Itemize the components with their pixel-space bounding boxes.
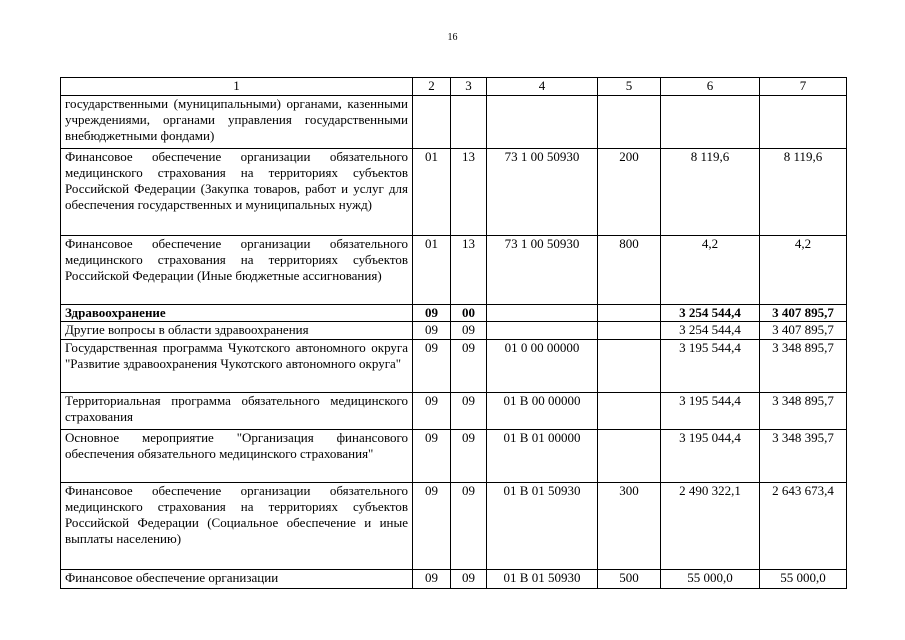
table-row: [61, 322, 847, 340]
row-description: Финансовое обеспечение организации обязательного медицинского страхования на территориях субъектов Российской Федерации (Закупка товаров, работ и услуг для обеспечения государственных и муниципальных нужд): [61, 149, 413, 236]
subsection-code: 13: [451, 149, 487, 236]
row-description: Финансовое обеспечение организации обязательного медицинского страхования на территориях субъектов Российской Федерации (Иные бюджетные ассигнования): [61, 236, 413, 305]
section-code: 09: [413, 340, 451, 393]
subsection-code: 09: [451, 430, 487, 483]
table-row: [61, 236, 847, 305]
amount-year-1: 3 195 544,4: [661, 340, 760, 393]
section-code: 09: [413, 393, 451, 430]
table-row: [61, 483, 847, 570]
target-article-code: [487, 305, 598, 322]
section-code: 01: [413, 149, 451, 236]
section-code: 09: [413, 483, 451, 570]
table-row: [61, 393, 847, 430]
column-header: 7: [760, 78, 847, 96]
amount-year-1: [661, 96, 760, 149]
column-header: 6: [661, 78, 760, 96]
table-row: [61, 570, 847, 589]
expense-type-code: 500: [598, 570, 661, 589]
target-article-code: 73 1 00 50930: [487, 149, 598, 236]
expense-type-code: 200: [598, 149, 661, 236]
expense-type-code: [598, 430, 661, 483]
expense-type-code: [598, 305, 661, 322]
expense-type-code: [598, 340, 661, 393]
row-description: Другие вопросы в области здравоохранения: [61, 322, 413, 340]
target-article-code: [487, 96, 598, 149]
subsection-code: 09: [451, 322, 487, 340]
section-code: 09: [413, 570, 451, 589]
amount-year-2: 3 348 395,7: [760, 430, 847, 483]
amount-year-1: 2 490 322,1: [661, 483, 760, 570]
section-code: 09: [413, 322, 451, 340]
target-article-code: [487, 322, 598, 340]
amount-year-2: [760, 96, 847, 149]
amount-year-1: 55 000,0: [661, 570, 760, 589]
amount-year-2: 55 000,0: [760, 570, 847, 589]
subsection-code: 00: [451, 305, 487, 322]
amount-year-2: 2 643 673,4: [760, 483, 847, 570]
column-header: 2: [413, 78, 451, 96]
row-description: Финансовое обеспечение организации обязательного медицинского страхования на территориях субъектов Российской Федерации (Социальное обеспечение и иные выплаты населению): [61, 483, 413, 570]
expense-type-code: 300: [598, 483, 661, 570]
amount-year-1: 3 195 044,4: [661, 430, 760, 483]
expense-type-code: [598, 322, 661, 340]
section-code: 09: [413, 305, 451, 322]
subsection-code: 09: [451, 483, 487, 570]
target-article-code: 01 В 01 50930: [487, 570, 598, 589]
section-code: [413, 96, 451, 149]
amount-year-2: 3 407 895,7: [760, 305, 847, 322]
subsection-code: 09: [451, 340, 487, 393]
amount-year-2: 4,2: [760, 236, 847, 305]
table-row: [61, 96, 847, 149]
amount-year-1: 3 254 544,4: [661, 305, 760, 322]
row-description: Государственная программа Чукотского автономного округа "Развитие здравоохранения Чукотского автономного округа": [61, 340, 413, 393]
amount-year-1: 3 254 544,4: [661, 322, 760, 340]
target-article-code: 01 В 00 00000: [487, 393, 598, 430]
page-number: 16: [447, 32, 458, 43]
row-description: Финансовое обеспечение организации: [61, 570, 413, 589]
amount-year-2: 8 119,6: [760, 149, 847, 236]
expense-type-code: [598, 393, 661, 430]
table-row: [61, 149, 847, 236]
amount-year-1: 8 119,6: [661, 149, 760, 236]
subsection-code: [451, 96, 487, 149]
subsection-code: 09: [451, 570, 487, 589]
amount-year-2: 3 348 895,7: [760, 393, 847, 430]
amount-year-2: 3 407 895,7: [760, 322, 847, 340]
subsection-code: 13: [451, 236, 487, 305]
column-header: 1: [61, 78, 413, 96]
amount-year-1: 4,2: [661, 236, 760, 305]
target-article-code: 73 1 00 50930: [487, 236, 598, 305]
section-code: 09: [413, 430, 451, 483]
subsection-code: 09: [451, 393, 487, 430]
column-header: 4: [487, 78, 598, 96]
column-header: 3: [451, 78, 487, 96]
row-description: Основное мероприятие "Организация финансового обеспечения обязательного медицинского страхования": [61, 430, 413, 483]
row-description: Здравоохранение: [61, 305, 413, 322]
table-row: [61, 430, 847, 483]
target-article-code: 01 В 01 00000: [487, 430, 598, 483]
section-code: 01: [413, 236, 451, 305]
row-description: Территориальная программа обязательного медицинского страхования: [61, 393, 413, 430]
table-row: [61, 340, 847, 393]
expense-type-code: [598, 96, 661, 149]
row-description: государственными (муниципальными) органами, казенными учреждениями, органами управления государственными внебюджетными фондами): [61, 96, 413, 149]
amount-year-2: 3 348 895,7: [760, 340, 847, 393]
amount-year-1: 3 195 544,4: [661, 393, 760, 430]
target-article-code: 01 В 01 50930: [487, 483, 598, 570]
expense-type-code: 800: [598, 236, 661, 305]
target-article-code: 01 0 00 00000: [487, 340, 598, 393]
table-row: [61, 305, 847, 322]
budget-table: [60, 77, 847, 589]
table-header-row: [61, 78, 847, 96]
column-header: 5: [598, 78, 661, 96]
